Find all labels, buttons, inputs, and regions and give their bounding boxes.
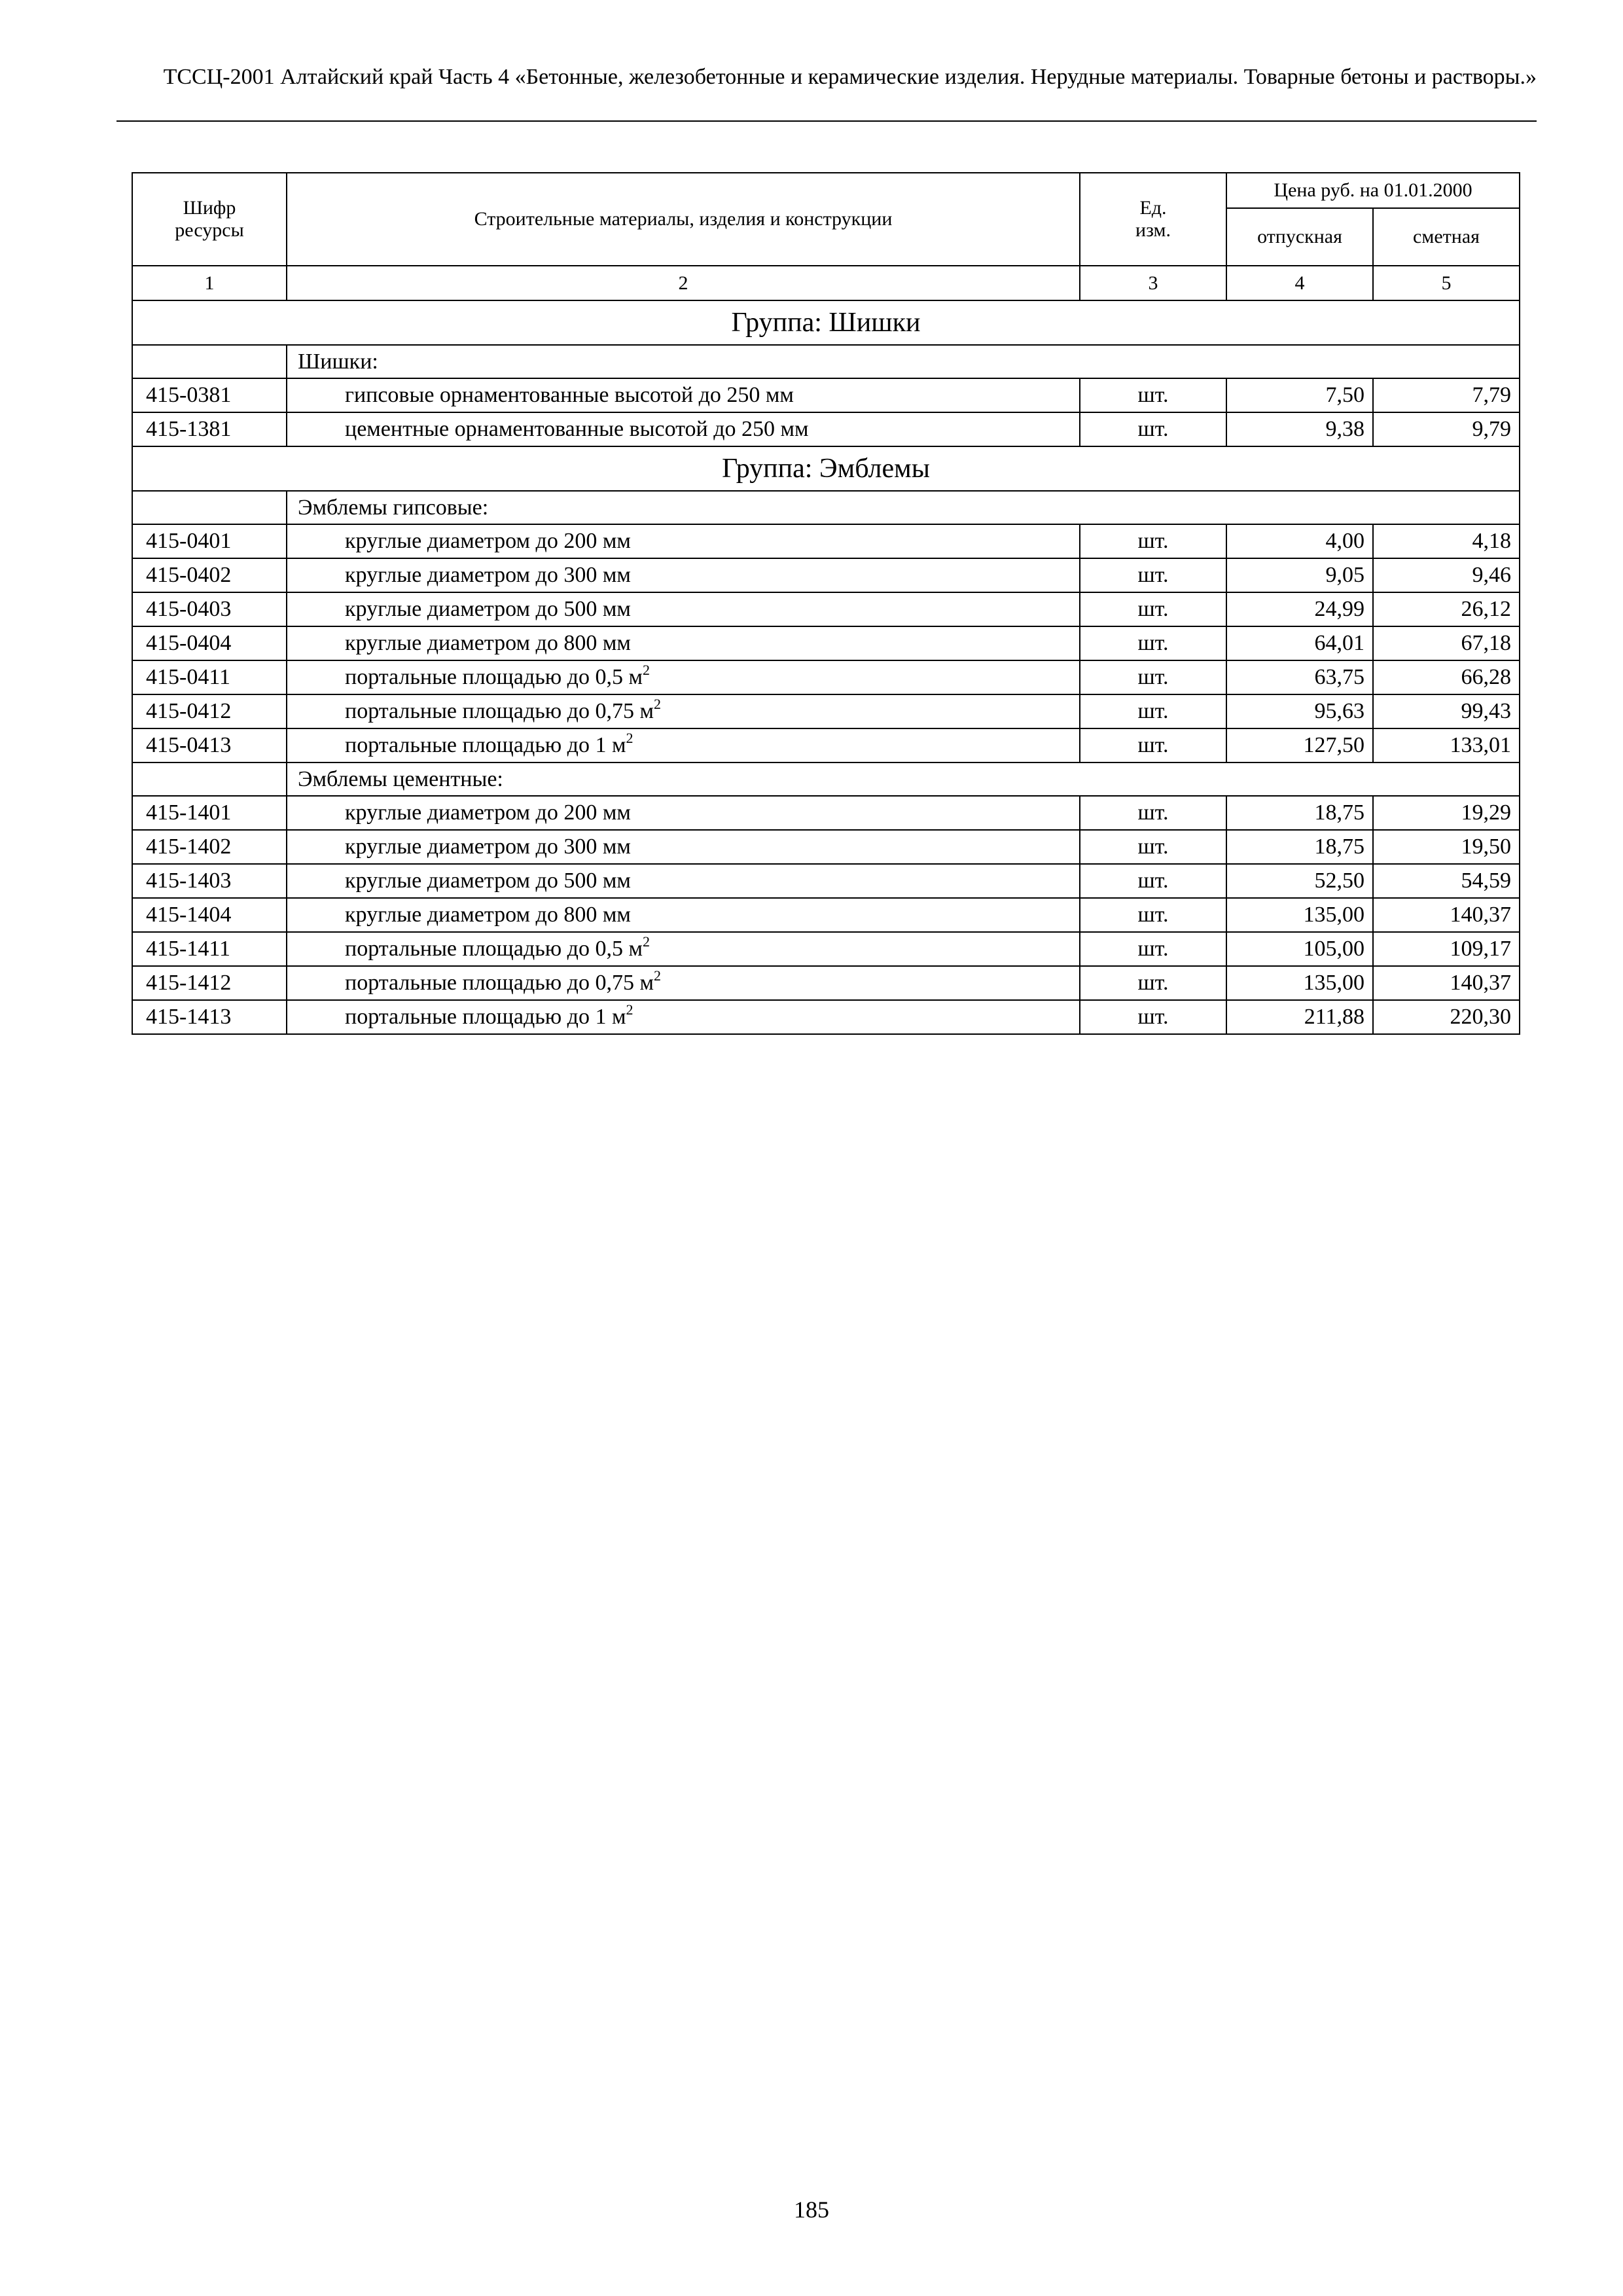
column-header-estimate-price: сметная — [1373, 208, 1520, 266]
column-header-release-price: отпускная — [1226, 208, 1373, 266]
unit-exponent: 2 — [642, 662, 650, 678]
price-table-body — [132, 300, 1520, 1034]
estimate-price: 19,50 — [1373, 830, 1520, 864]
estimate-price: 66,28 — [1373, 660, 1520, 694]
material-name: круглые диаметром до 500 мм — [345, 597, 631, 621]
release-price: 9,05 — [1226, 558, 1373, 592]
unit-cell: шт. — [1080, 728, 1226, 762]
release-price: 127,50 — [1226, 728, 1373, 762]
column-header-code: Шифр ресурсы — [132, 173, 287, 266]
group-row — [132, 446, 1520, 491]
estimate-price: 140,37 — [1373, 898, 1520, 932]
table-row — [132, 626, 1520, 660]
resource-code: 415-1404 — [132, 898, 287, 932]
unit-cell: шт. — [1080, 412, 1226, 446]
resource-code: 415-0403 — [132, 592, 287, 626]
material-name-cell — [287, 378, 1080, 412]
group-row — [132, 300, 1520, 345]
material-name: портальные площадью до 1 м — [345, 733, 626, 757]
material-name: портальные площадью до 0,5 м — [345, 665, 643, 689]
price-table — [132, 172, 1520, 1035]
subgroup-code-cell — [132, 345, 287, 378]
table-row — [132, 966, 1520, 1000]
subgroup-code-cell — [132, 762, 287, 796]
estimate-price: 140,37 — [1373, 966, 1520, 1000]
table-row — [132, 728, 1520, 762]
resource-code: 415-1402 — [132, 830, 287, 864]
unit-cell: шт. — [1080, 864, 1226, 898]
unit-cell: шт. — [1080, 966, 1226, 1000]
unit-exponent: 2 — [653, 696, 661, 712]
table-row — [132, 524, 1520, 558]
unit-cell: шт. — [1080, 898, 1226, 932]
table-row — [132, 796, 1520, 830]
resource-code: 415-1412 — [132, 966, 287, 1000]
table-row — [132, 592, 1520, 626]
material-name: портальные площадью до 1 м — [345, 1005, 626, 1029]
material-name: портальные площадью до 0,75 м — [345, 699, 654, 723]
unit-cell: шт. — [1080, 626, 1226, 660]
material-name: круглые диаметром до 200 мм — [345, 800, 631, 825]
group-title: Группа: Эмблемы — [132, 446, 1520, 491]
page-number: 185 — [794, 2197, 829, 2223]
unit-exponent: 2 — [642, 933, 650, 950]
estimate-price: 26,12 — [1373, 592, 1520, 626]
estimate-price: 19,29 — [1373, 796, 1520, 830]
column-number: 5 — [1373, 266, 1520, 300]
material-name-cell — [287, 558, 1080, 592]
release-price: 7,50 — [1226, 378, 1373, 412]
estimate-price: 4,18 — [1373, 524, 1520, 558]
unit-exponent: 2 — [626, 1001, 633, 1018]
subgroup-row — [132, 762, 1520, 796]
resource-code: 415-1401 — [132, 796, 287, 830]
release-price: 4,00 — [1226, 524, 1373, 558]
resource-code: 415-1411 — [132, 932, 287, 966]
material-name-cell — [287, 626, 1080, 660]
resource-code: 415-0413 — [132, 728, 287, 762]
material-name-cell — [287, 864, 1080, 898]
release-price: 95,63 — [1226, 694, 1373, 728]
material-name-cell — [287, 1000, 1080, 1034]
estimate-price: 220,30 — [1373, 1000, 1520, 1034]
release-price: 211,88 — [1226, 1000, 1373, 1034]
resource-code: 415-1403 — [132, 864, 287, 898]
material-name-cell — [287, 524, 1080, 558]
material-name: круглые диаметром до 300 мм — [345, 563, 631, 587]
column-number: 4 — [1226, 266, 1373, 300]
release-price: 18,75 — [1226, 830, 1373, 864]
release-price: 135,00 — [1226, 966, 1373, 1000]
table-row — [132, 898, 1520, 932]
material-name-cell — [287, 966, 1080, 1000]
resource-code: 415-1413 — [132, 1000, 287, 1034]
material-name-cell — [287, 694, 1080, 728]
unit-cell: шт. — [1080, 378, 1226, 412]
unit-cell: шт. — [1080, 558, 1226, 592]
release-price: 105,00 — [1226, 932, 1373, 966]
subgroup-label: Эмблемы цементные: — [287, 762, 1520, 796]
material-name-cell — [287, 592, 1080, 626]
release-price: 63,75 — [1226, 660, 1373, 694]
release-price: 18,75 — [1226, 796, 1373, 830]
unit-cell: шт. — [1080, 592, 1226, 626]
estimate-price: 7,79 — [1373, 378, 1520, 412]
release-price: 64,01 — [1226, 626, 1373, 660]
page-header: ТССЦ-2001 Алтайский край Часть 4 «Бетонные, железобетонные и керамические изделия. Нерудные материалы. Товарные бетоны и растворы.» — [163, 65, 1537, 89]
release-price: 52,50 — [1226, 864, 1373, 898]
table-row — [132, 1000, 1520, 1034]
material-name: круглые диаметром до 200 мм — [345, 529, 631, 553]
subgroup-label: Эмблемы гипсовые: — [287, 491, 1520, 524]
resource-code: 415-0402 — [132, 558, 287, 592]
material-name-cell — [287, 898, 1080, 932]
material-name-cell — [287, 932, 1080, 966]
estimate-price: 9,79 — [1373, 412, 1520, 446]
column-header-unit: Ед. изм. — [1080, 173, 1226, 266]
resource-code: 415-0381 — [132, 378, 287, 412]
column-number: 2 — [287, 266, 1080, 300]
table-row — [132, 378, 1520, 412]
material-name: портальные площадью до 0,75 м — [345, 971, 654, 995]
material-name-cell — [287, 412, 1080, 446]
subgroup-row — [132, 345, 1520, 378]
estimate-price: 9,46 — [1373, 558, 1520, 592]
unit-cell: шт. — [1080, 524, 1226, 558]
table-row — [132, 412, 1520, 446]
unit-cell: шт. — [1080, 796, 1226, 830]
unit-cell: шт. — [1080, 660, 1226, 694]
table-row — [132, 660, 1520, 694]
column-header-price-group: Цена руб. на 01.01.2000 — [1226, 173, 1520, 208]
estimate-price: 99,43 — [1373, 694, 1520, 728]
resource-code: 415-0412 — [132, 694, 287, 728]
header-divider — [116, 120, 1537, 122]
estimate-price: 109,17 — [1373, 932, 1520, 966]
material-name: круглые диаметром до 300 мм — [345, 834, 631, 859]
unit-cell: шт. — [1080, 694, 1226, 728]
table-row — [132, 864, 1520, 898]
release-price: 135,00 — [1226, 898, 1373, 932]
material-name: гипсовые орнаментованные высотой до 250 мм — [345, 383, 794, 407]
estimate-price: 54,59 — [1373, 864, 1520, 898]
release-price: 9,38 — [1226, 412, 1373, 446]
material-name: портальные площадью до 0,5 м — [345, 937, 643, 961]
column-header-name: Строительные материалы, изделия и конструкции — [287, 173, 1080, 266]
unit-exponent: 2 — [626, 730, 633, 746]
table-row — [132, 830, 1520, 864]
group-title: Группа: Шишки — [132, 300, 1520, 345]
unit-exponent: 2 — [653, 967, 661, 984]
subgroup-code-cell — [132, 491, 287, 524]
material-name-cell — [287, 830, 1080, 864]
resource-code: 415-0401 — [132, 524, 287, 558]
material-name: круглые диаметром до 800 мм — [345, 903, 631, 927]
table-row — [132, 558, 1520, 592]
unit-cell: шт. — [1080, 1000, 1226, 1034]
column-numbers-row — [132, 266, 1520, 300]
material-name: цементные орнаментованные высотой до 250 мм — [345, 417, 809, 441]
subgroup-row — [132, 491, 1520, 524]
column-number: 1 — [132, 266, 287, 300]
estimate-price: 133,01 — [1373, 728, 1520, 762]
unit-cell: шт. — [1080, 830, 1226, 864]
resource-code: 415-0411 — [132, 660, 287, 694]
material-name-cell — [287, 796, 1080, 830]
subgroup-label: Шишки: — [287, 345, 1520, 378]
table-row — [132, 932, 1520, 966]
estimate-price: 67,18 — [1373, 626, 1520, 660]
material-name-cell — [287, 660, 1080, 694]
column-number: 3 — [1080, 266, 1226, 300]
resource-code: 415-1381 — [132, 412, 287, 446]
table-row — [132, 694, 1520, 728]
material-name-cell — [287, 728, 1080, 762]
resource-code: 415-0404 — [132, 626, 287, 660]
material-name: круглые диаметром до 500 мм — [345, 869, 631, 893]
unit-cell: шт. — [1080, 932, 1226, 966]
material-name: круглые диаметром до 800 мм — [345, 631, 631, 655]
release-price: 24,99 — [1226, 592, 1373, 626]
